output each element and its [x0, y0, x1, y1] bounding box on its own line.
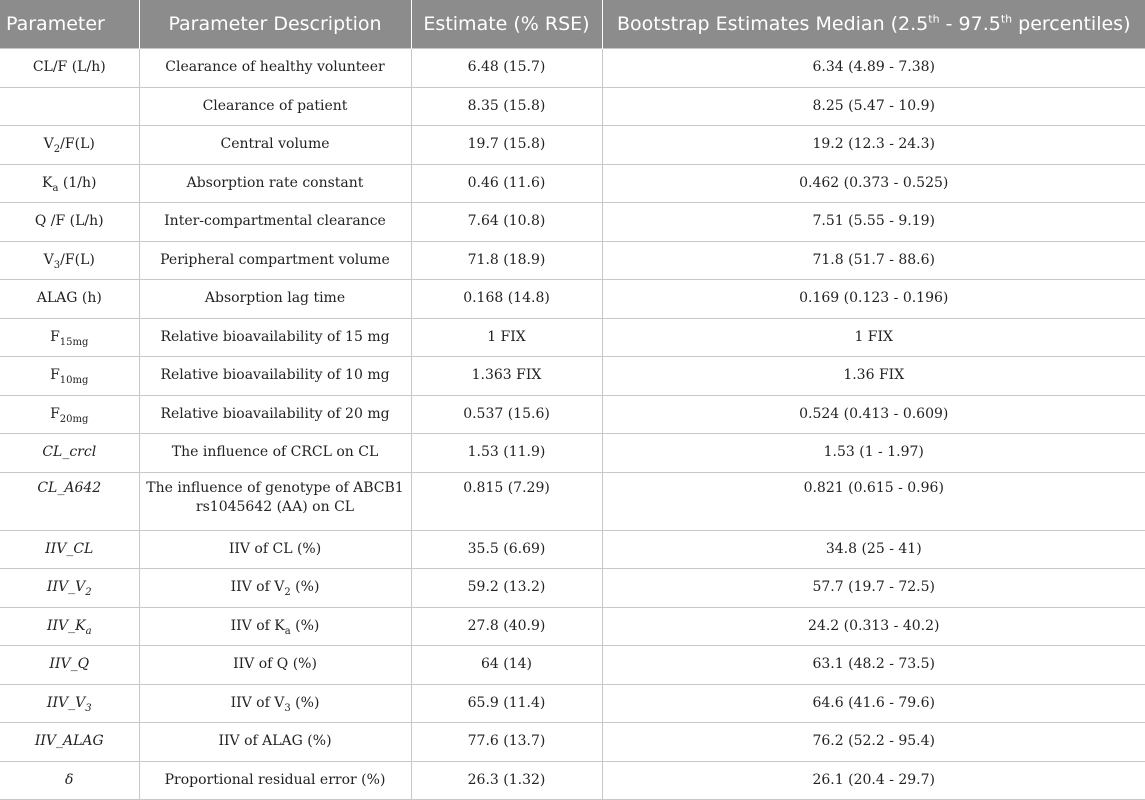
table-row [0, 395, 1145, 434]
table-row [0, 684, 1145, 723]
table-row [0, 761, 1145, 800]
estimate-cell: 8.35 (15.8) [411, 87, 602, 126]
description-cell [139, 569, 411, 608]
bootstrap-cell: 19.2 (12.3 - 24.3) [602, 126, 1145, 165]
param-subscript: 2 [85, 587, 92, 599]
description-cell: IIV of Q (%) [139, 646, 411, 685]
table-header [0, 0, 1145, 49]
bootstrap-cell: 1.36 FIX [602, 357, 1145, 396]
param-cell [0, 607, 139, 646]
param-cell [0, 241, 139, 280]
description-cell [139, 684, 411, 723]
param-cell: IIV_Q [0, 646, 139, 685]
description-subscript: a [284, 625, 291, 637]
description-cell: Peripheral compartment volume [139, 241, 411, 280]
description-cell: Relative bioavailability of 10 mg [139, 357, 411, 396]
param-text: IIV_K [46, 617, 86, 634]
param-cell [0, 569, 139, 608]
param-subscript: 10mg [59, 375, 89, 387]
description-cell: IIV of ALAG (%) [139, 723, 411, 762]
estimate-cell: 26.3 (1.32) [411, 761, 602, 800]
table-row [0, 126, 1145, 165]
param-cell [0, 164, 139, 203]
bootstrap-cell: 0.169 (0.123 - 0.196) [602, 280, 1145, 319]
param-text: IIV_V [46, 694, 86, 711]
description-subscript: 2 [284, 587, 291, 599]
estimate-cell: 0.537 (15.6) [411, 395, 602, 434]
table-row [0, 241, 1145, 280]
header-parameter: Parameter [0, 0, 139, 49]
description-cell: The influence of CRCL on CL [139, 434, 411, 473]
param-cell: CL_A642 [0, 472, 139, 530]
param-cell [0, 395, 139, 434]
param-subscript: 2 [53, 144, 61, 156]
description-cell: Clearance of healthy volunteer [139, 49, 411, 88]
table-row [0, 434, 1145, 473]
description-cell: Absorption rate constant [139, 164, 411, 203]
header-bootstrap-sup-2: th [1000, 12, 1013, 26]
description-text-suffix: (%) [290, 694, 320, 711]
bootstrap-cell: 8.25 (5.47 - 10.9) [602, 87, 1145, 126]
param-text: F [50, 405, 60, 422]
param-text: V [43, 136, 54, 153]
estimate-cell: 65.9 (11.4) [411, 684, 602, 723]
param-subscript: a [52, 182, 59, 194]
header-bootstrap [602, 0, 1145, 49]
param-cell [0, 357, 139, 396]
description-subscript: 3 [284, 702, 291, 714]
estimate-cell: 71.8 (18.9) [411, 241, 602, 280]
bootstrap-cell: 1.53 (1 - 1.97) [602, 434, 1145, 473]
table-row [0, 318, 1145, 357]
description-text: IIV of K [230, 617, 285, 634]
estimate-cell: 1.53 (11.9) [411, 434, 602, 473]
param-text: V [43, 251, 54, 268]
estimate-cell: 35.5 (6.69) [411, 530, 602, 569]
bootstrap-cell: 26.1 (20.4 - 29.7) [602, 761, 1145, 800]
bootstrap-cell: 63.1 (48.2 - 73.5) [602, 646, 1145, 685]
header-bootstrap-text-3: percentiles) [1012, 13, 1131, 35]
param-cell [0, 684, 139, 723]
bootstrap-cell: 1 FIX [602, 318, 1145, 357]
header-bootstrap-sup-1: th [928, 12, 940, 26]
description-text: IIV of V [230, 694, 285, 711]
description-cell: Absorption lag time [139, 280, 411, 319]
table-row [0, 569, 1145, 608]
param-subscript: a [85, 625, 92, 637]
estimate-cell: 1.363 FIX [411, 357, 602, 396]
table-row [0, 357, 1145, 396]
param-subscript: 15mg [59, 336, 89, 348]
param-subscript: 3 [53, 259, 61, 271]
table-row [0, 530, 1145, 569]
param-cell [0, 126, 139, 165]
bootstrap-cell: 0.821 (0.615 - 0.96) [602, 472, 1145, 530]
table-row [0, 472, 1145, 530]
bootstrap-cell: 0.462 (0.373 - 0.525) [602, 164, 1145, 203]
param-text-suffix: /F(L) [60, 251, 95, 268]
estimate-cell: 77.6 (13.7) [411, 723, 602, 762]
table-row [0, 203, 1145, 242]
bootstrap-cell: 34.8 (25 - 41) [602, 530, 1145, 569]
table-row [0, 646, 1145, 685]
estimate-cell: 59.2 (13.2) [411, 569, 602, 608]
bootstrap-cell: 24.2 (0.313 - 40.2) [602, 607, 1145, 646]
param-cell: IIV_CL [0, 530, 139, 569]
header-bootstrap-text-1: Bootstrap Estimates Median (2.5 [617, 13, 929, 35]
description-cell: Relative bioavailability of 20 mg [139, 395, 411, 434]
estimate-cell: 6.48 (15.7) [411, 49, 602, 88]
param-cell [0, 318, 139, 357]
description-cell: Proportional residual error (%) [139, 761, 411, 800]
bootstrap-cell: 76.2 (52.2 - 95.4) [602, 723, 1145, 762]
description-text-suffix: (%) [290, 579, 320, 596]
param-subscript: 20mg [59, 413, 89, 425]
estimate-cell: 64 (14) [411, 646, 602, 685]
table-row [0, 87, 1145, 126]
param-text: IIV_V [46, 579, 86, 596]
param-text: K [42, 174, 53, 191]
param-cell: CL_crcl [0, 434, 139, 473]
bootstrap-cell: 64.6 (41.6 - 79.6) [602, 684, 1145, 723]
table-row [0, 280, 1145, 319]
description-text: IIV of V [230, 579, 285, 596]
table-row [0, 607, 1145, 646]
param-cell: IIV_ALAG [0, 723, 139, 762]
param-cell: Q /F (L/h) [0, 203, 139, 242]
param-cell: CL/F (L/h) [0, 49, 139, 88]
table-row [0, 164, 1145, 203]
header-description: Parameter Description [139, 0, 411, 49]
description-cell: Inter-compartmental clearance [139, 203, 411, 242]
description-cell: IIV of CL (%) [139, 530, 411, 569]
estimate-cell: 27.8 (40.9) [411, 607, 602, 646]
param-cell: ALAG (h) [0, 280, 139, 319]
estimate-cell: 0.815 (7.29) [411, 472, 602, 530]
param-cell [0, 87, 139, 126]
bootstrap-cell: 6.34 (4.89 - 7.38) [602, 49, 1145, 88]
estimate-cell: 0.168 (14.8) [411, 280, 602, 319]
estimate-cell: 1 FIX [411, 318, 602, 357]
header-bootstrap-text-2: - 97.5 [939, 13, 1001, 35]
description-cell: Relative bioavailability of 15 mg [139, 318, 411, 357]
param-text-suffix: (1/h) [58, 174, 97, 191]
description-cell [139, 607, 411, 646]
estimate-cell: 0.46 (11.6) [411, 164, 602, 203]
estimate-cell: 19.7 (15.8) [411, 126, 602, 165]
bootstrap-cell: 71.8 (51.7 - 88.6) [602, 241, 1145, 280]
header-row [0, 0, 1145, 49]
bootstrap-cell: 0.524 (0.413 - 0.609) [602, 395, 1145, 434]
param-text: F [50, 367, 60, 384]
table-body [0, 49, 1145, 800]
param-text-suffix: /F(L) [60, 136, 95, 153]
param-cell: δ [0, 761, 139, 800]
param-subscript: 3 [85, 702, 92, 714]
description-cell: Clearance of patient [139, 87, 411, 126]
header-estimate: Estimate (% RSE) [411, 0, 602, 49]
bootstrap-cell: 7.51 (5.55 - 9.19) [602, 203, 1145, 242]
bootstrap-cell: 57.7 (19.7 - 72.5) [602, 569, 1145, 608]
description-cell: The influence of genotype of ABCB1 rs1045642 (AA) on CL [139, 472, 411, 530]
description-text-suffix: (%) [290, 617, 320, 634]
estimate-cell: 7.64 (10.8) [411, 203, 602, 242]
param-text: F [50, 328, 60, 345]
table-row [0, 723, 1145, 762]
table-row [0, 49, 1145, 88]
description-cell: Central volume [139, 126, 411, 165]
